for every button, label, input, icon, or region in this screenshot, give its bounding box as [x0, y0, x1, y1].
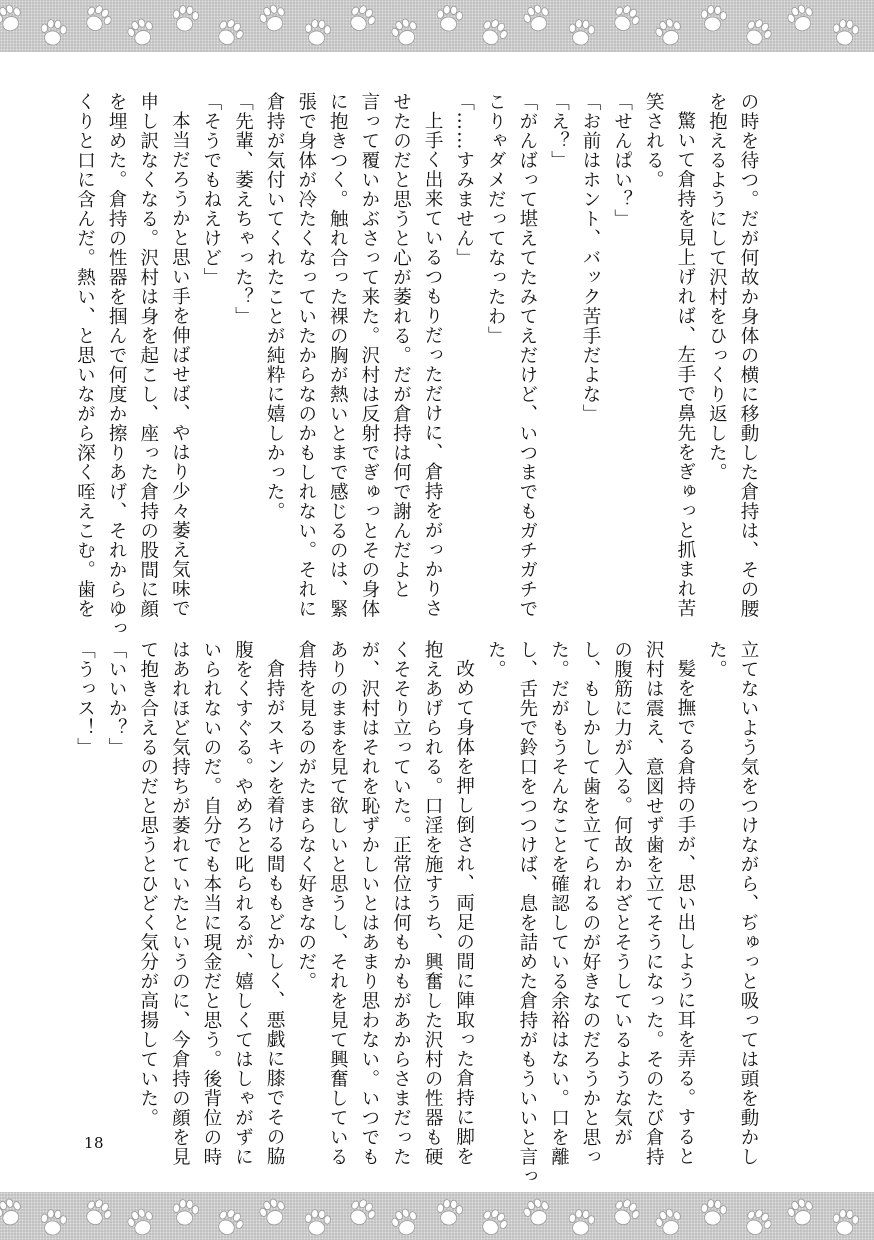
paw-print-icon [695, 1, 732, 38]
paw-print-icon [251, 0, 295, 41]
paw-print-icon [383, 11, 427, 52]
paw-print-icon [695, 1195, 732, 1232]
text-line: 「せんぱい？」 [611, 92, 633, 229]
paw-print-icon [827, 15, 864, 52]
text-line: し、舌先で鈴口をつつけば、息を詰めた倉持がもういいと言っ [516, 640, 538, 1186]
paw-print-icon [74, 0, 120, 42]
text-line: を抱えるようにして沢村をひっくり返した。 [706, 92, 728, 482]
text-line: せたのだと思うと心が萎れる。だが倉持は何で謝んだよと [390, 92, 412, 599]
text-line: 驚いて倉持を見上げれば、左手で鼻先をぎゅっと抓まれ苦 [674, 110, 696, 618]
text-line: 腹をくすぐる。やめろと叱られるが、嬉しくてはしゃがずに [232, 640, 254, 1167]
text-line: いられないのだ。自分でも本当に現金だと思う。後背位の時 [200, 640, 222, 1167]
upper-text-column [69, 92, 764, 638]
text-line: た。 [706, 640, 728, 679]
paw-print-icon [563, 1205, 600, 1240]
paw-print-icon [647, 11, 691, 52]
page-number: 18 [84, 1134, 105, 1152]
text-line: 抱えあげられる。口淫を施すうち、興奮した沢村の性器も硬 [422, 640, 444, 1167]
text-line: くそそり立っていた。正常位は何もかもがあからさまだった [390, 640, 412, 1167]
paw-print-icon [734, 1200, 780, 1240]
text-line: 笑される。 [643, 92, 665, 190]
paw-print-icon [602, 1192, 648, 1236]
text-line: こりゃダメだってなったわ」 [485, 92, 507, 346]
paw-print-icon [515, 1192, 559, 1235]
paw-print-icon [299, 15, 336, 52]
text-line: 「え？」 [548, 92, 570, 170]
paw-print-icon [431, 1195, 468, 1232]
text-line: に抱きつく。触れ合った裸の胸が熱いとまで感じるのは、緊 [327, 92, 349, 619]
text-line: はあれほど気持ちが萎れていたというのに、今倉持の顔を見 [169, 640, 191, 1167]
top-paw-border [0, 0, 874, 52]
paw-print-icon [431, 1, 468, 38]
text-line: 申し訳なくなる。沢村は身を起こし、座った倉持の股間に顔 [137, 92, 159, 619]
paw-print-icon [779, 0, 823, 41]
paw-print-icon [0, 1192, 31, 1235]
paw-print-icon [119, 11, 163, 52]
paw-print-icon [602, 0, 648, 42]
text-line: 倉持を見るのがたまらなく好きなのだ。 [295, 640, 317, 991]
text-line: た。だがもうそんなことを確認している余裕はない。口を離 [548, 640, 570, 1167]
paw-print-icon [647, 1201, 691, 1240]
text-line: くりと口に含んだ。熱い、と思いながら深く咥えこむ。歯を [74, 92, 96, 619]
paw-print-icon [866, 1192, 874, 1236]
text-line: の時を待つ。だが何故か身体の横に移動した倉持は、その腰 [738, 92, 759, 619]
text-line: 「……すみません」 [453, 92, 475, 268]
text-line: が、沢村はそれを恥ずかしいとはあまり思わない。いつでも [358, 640, 380, 1167]
paw-print-icon [734, 10, 780, 52]
text-line: 本当だろうかと思い手を伸ばせば、やはり少々萎え気味で [169, 110, 191, 618]
text-line: 「うっス！」 [74, 640, 96, 757]
paw-print-icon [167, 1195, 204, 1232]
bottom-paw-border [0, 1192, 874, 1240]
paw-print-icon [866, 0, 874, 42]
paw-print-icon [563, 15, 600, 52]
text-line: 倉持がスキンを着ける間ももどかしく、悪戯に膝でその脇 [264, 658, 286, 1166]
text-line: 「いいか？」 [106, 640, 128, 757]
paw-print-icon [251, 1192, 295, 1235]
paw-print-icon [206, 1200, 252, 1240]
text-line: 「先輩、萎えちゃった？」 [232, 92, 254, 326]
paw-print-icon [74, 1192, 120, 1236]
text-line: 立てないよう気をつけながら、ぢゅっと吸っては頭を動かし [738, 640, 759, 1167]
paw-print-icon [827, 1205, 864, 1240]
text-line: 沢村は震え、意図せず歯を立てそうになった。そのたび倉持 [643, 640, 665, 1167]
text-line: を埋めた。倉持の性器を掴んで何度か擦りあげ、それからゆっ [106, 92, 128, 638]
paw-print-icon [167, 1, 204, 38]
paw-print-icon [470, 1200, 516, 1240]
text-line: し、もしかして歯を立てられるのが好きなのだろうかと思っ [580, 640, 602, 1167]
text-line: 髪を撫でる倉持の手が、思い出しように耳を弄る。すると [674, 658, 696, 1166]
paw-print-icon [470, 10, 516, 52]
text-line: ありのままを見て欲しいと思うし、それを見て興奮している [327, 640, 349, 1167]
paw-print-icon [338, 1192, 384, 1236]
paw-print-icon [515, 0, 559, 41]
text-line: 上手く出来ているつもりだっただけに、倉持をがっかりさ [422, 110, 444, 618]
text-line: 改めて身体を押し倒され、両足の間に陣取った倉持に脚を [453, 658, 475, 1166]
text-line: 言って覆いかぶさって来た。沢村は反射でぎゅっとその身体 [358, 92, 380, 619]
text-line: の腹筋に力が入る。何故かわざとそうしているような気が [611, 640, 633, 1147]
paw-print-icon [206, 10, 252, 52]
text-line: 「がんばって堪えてたみてえだけど、いつまでもガチガチで [516, 92, 538, 619]
text-line: て抱き合えるのだと思うとひどく気分が高揚していた。 [137, 640, 159, 1128]
text-line: 張で身体が冷たくなっていたからなのかもしれない。それに [295, 92, 317, 619]
paw-print-icon [35, 15, 72, 52]
paw-print-icon [338, 0, 384, 42]
paw-print-icon [0, 0, 31, 41]
paw-print-icon [35, 1205, 72, 1240]
text-line: 倉持が気付いてくれたことが純粋に嬉しかった。 [264, 92, 286, 521]
text-line: 「そうでもねえけど」 [200, 92, 222, 287]
paw-print-icon [119, 1201, 163, 1240]
text-line: た。 [485, 640, 507, 679]
paw-print-icon [299, 1205, 336, 1240]
paw-print-icon [779, 1192, 823, 1235]
text-line: 「お前はホント、バック苦手だよな」 [580, 92, 602, 424]
paw-print-icon [383, 1201, 427, 1240]
